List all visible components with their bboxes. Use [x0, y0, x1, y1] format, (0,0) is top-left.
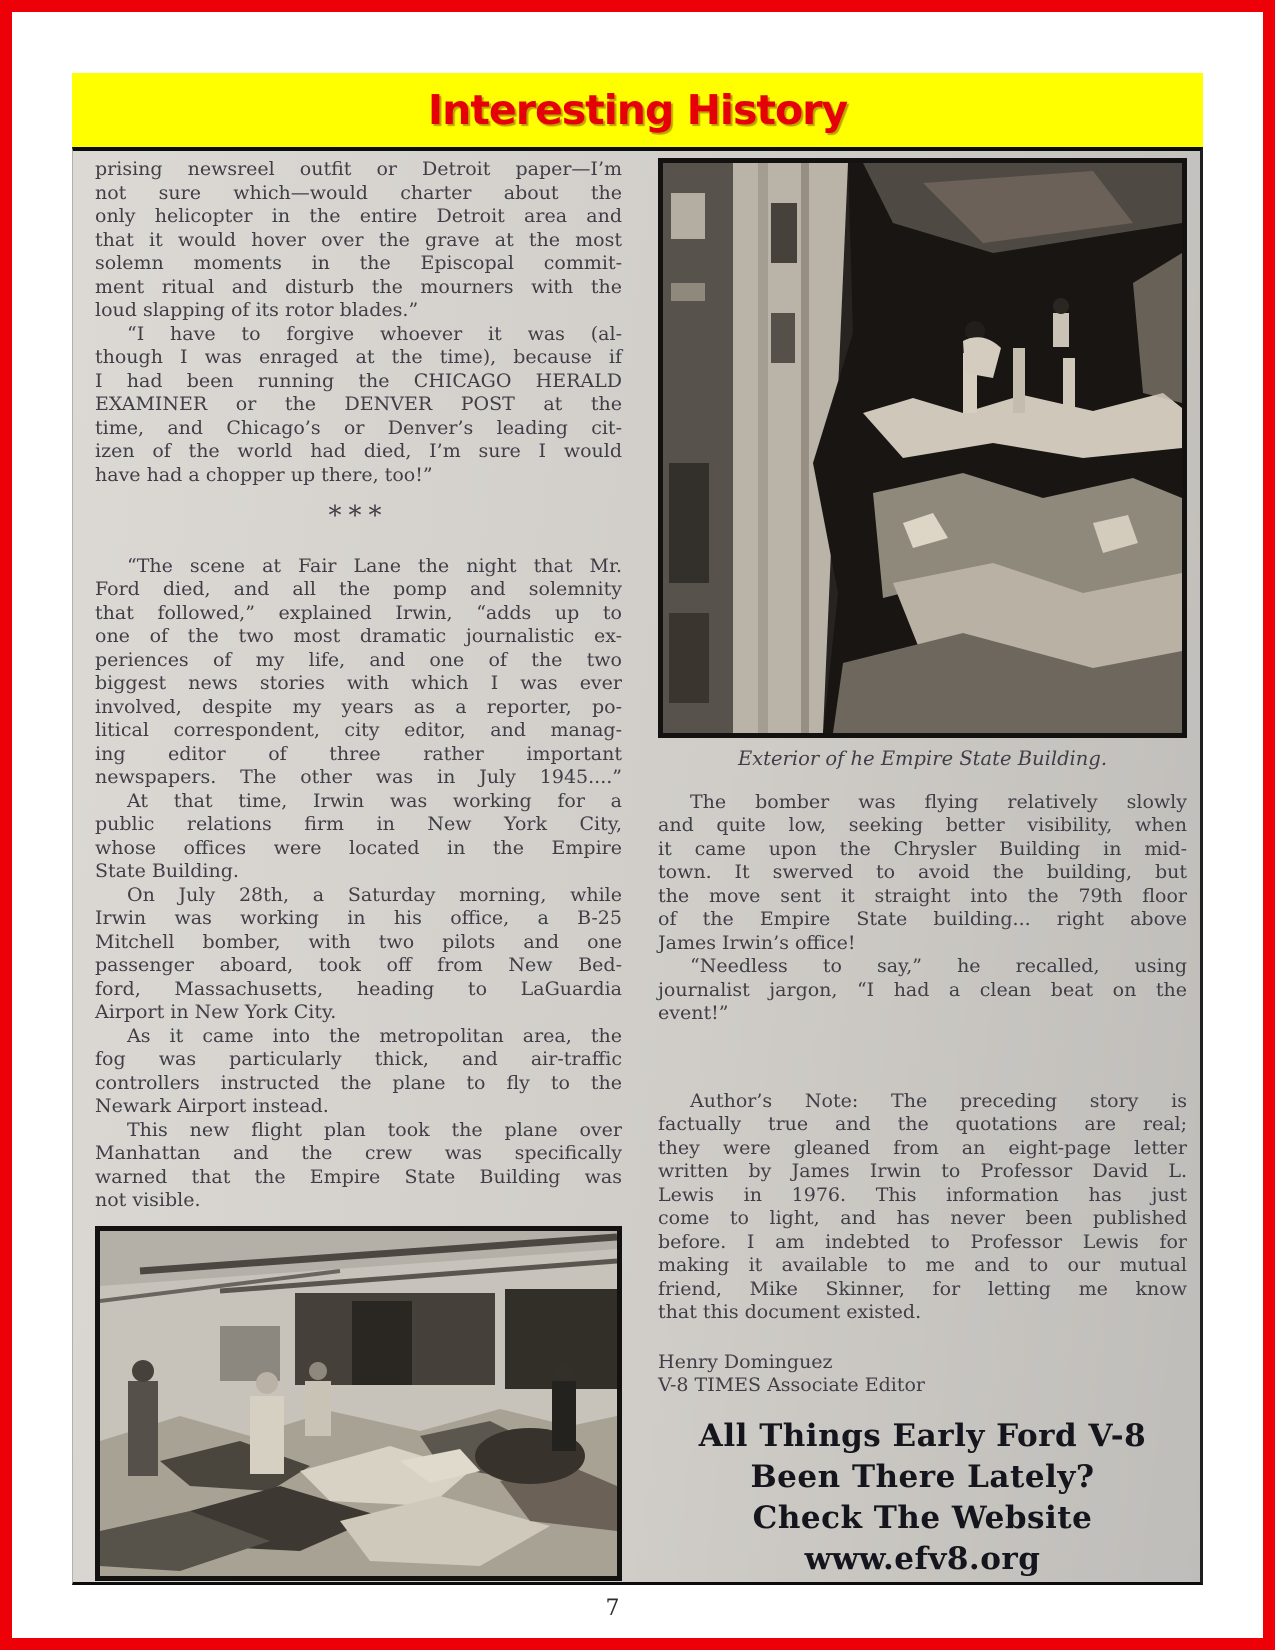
signature-block [658, 1351, 1187, 1398]
paragraph: This new flight plan took the plane over Manhattan and the crew was specifically warned that the Empire State Building was not visible. [95, 1118, 622, 1211]
scanned-page [72, 147, 1203, 1585]
paragraph: “I have to forgive whoever it was (al- though I was enraged at the time), because if I had been running the CHICAGO HERALD EXAMINER or the DENVER POST at the time, and Chicago’s or Denver’s leading cit- izen of the world had died, I’m sure I would have had a chopper up there, too!” [95, 322, 622, 486]
paragraph: “The scene at Fair Lane the night that Mr. Ford died, and all the pomp and solemnity that followed,” explained Irwin, “adds up to one of the two most dramatic journalistic ex- periences of my life, and one of the two biggest news stories with which I was ever involved, despite my years as a reporter, po- litical correspondent, city editor, and manag- ing editor of three rather important newspapers. The other was in July 1945....” [95, 554, 622, 788]
photo-caption: Exterior of he Empire State Building. [737, 747, 1108, 770]
header-banner [72, 73, 1203, 147]
promo-line: All Things Early Ford V-8 [698, 1417, 1147, 1454]
paragraph: On July 28th, a Saturday morning, while Irwin was working in his office, a B-25 Mitchell bomber, with two pilots and one passenger aboard, took off from New Bed- ford, Massachusetts, heading to LaGuardia Airport in New York City. [95, 883, 622, 1023]
promo-line: Been There Lately? [750, 1458, 1095, 1495]
promo-line: Check The Website [752, 1499, 1093, 1536]
exterior-photo-illustration [663, 163, 1182, 733]
page-title: Interesting History [427, 86, 848, 134]
crash-wreckage-interior-photo [95, 1226, 622, 1581]
page-number: 7 [605, 1596, 620, 1621]
article-column-right [658, 158, 1187, 1582]
paragraph: “Needless to say,” he recalled, using journalist jargon, “I had a clean beat on the event!” [658, 955, 1187, 1024]
paragraph: At that time, Irwin was working for a public relations firm in New York City, whose offices were located in the Empire State Building. [95, 789, 622, 882]
article-column-left [95, 158, 622, 1582]
authors-note-paragraph: Author’s Note: The preceding story is factually true and the quotations are real; they were gleaned from an eight-page letter written by James Irwin to Professor David L. Lewis in 1976. This information has just come to light, and has never been published before. I am indebted to Professor Lewis for making it available to me and to our mutual friend, Mike Skinner, for letting me know that this document existed. [658, 1089, 1187, 1323]
empire-state-exterior-photo [658, 158, 1187, 738]
promo-url: www.efv8.org [804, 1540, 1041, 1577]
section-separator: *** [328, 501, 389, 531]
paragraph: prising newsreel outfit or Detroit paper—I’m not sure which—would charter about the only helicopter in the entire Detroit area and that it would hover over the grave at the most solemn moments in the Episcopal commit- ment ritual and disturb the mourners with the loud slapping of its rotor blades.” [95, 158, 622, 321]
paragraph: The bomber was flying relatively slowly and quite low, seeking better visibility, when it came upon the Chrysler Building in mid- town. It swerved to avoid the building, but the move sent it straight into the 79th floor of the Empire State building... right above James Irwin’s office! [658, 790, 1187, 954]
website-promo [658, 1416, 1187, 1580]
interior-photo-illustration [100, 1231, 617, 1576]
paragraph: As it came into the metropolitan area, the fog was particularly thick, and air-traffic controllers instructed the plane to fly to the Newark Airport instead. [95, 1024, 622, 1117]
author-title: V-8 TIMES Associate Editor [658, 1374, 925, 1396]
author-name: Henry Dominguez [658, 1350, 833, 1373]
